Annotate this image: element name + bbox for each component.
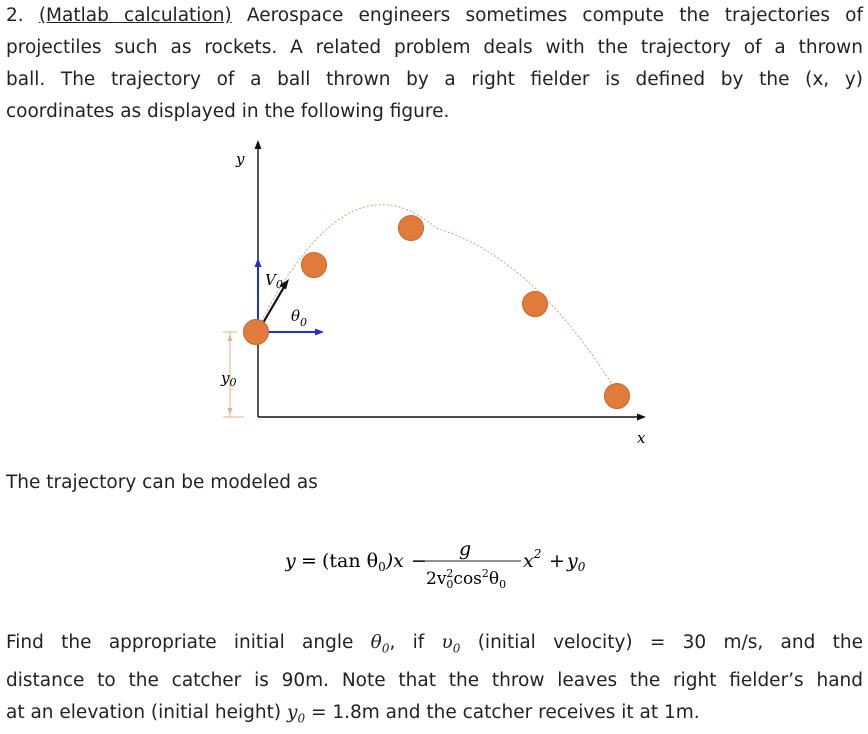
problem-number: 2. [6, 5, 24, 26]
question [6, 627, 863, 734]
intro-line-2: projectiles such as rockets. A related problem deals with the trajectory of a thrown [6, 37, 863, 58]
intro-line-1 [6, 0, 863, 32]
eq-minus: − [411, 550, 427, 572]
intro-line-4: coordinates as displayed in the following figure. [6, 101, 450, 122]
y0-symbol: $y_0$ [286, 701, 306, 726]
angle-label: $\theta_0$ [291, 307, 308, 329]
eq-x-squared: $x^2$ [523, 547, 542, 572]
trajectory-path [256, 205, 619, 396]
problem-intro [6, 0, 863, 128]
eq-y0: $y_0$ [567, 550, 586, 574]
v0-symbol: $\upsilon_0$ [441, 632, 461, 656]
intro-line-3: ball. The trajectory of a ball thrown by a right fielder is defined by the (x, y) [6, 69, 863, 90]
ball-falling [523, 292, 548, 317]
trajectory-equation [285, 533, 605, 593]
eq-equals: = [301, 550, 317, 572]
height-label: $y_0$ [221, 369, 237, 389]
eq-tan-term: (tan $\theta_0)x$ [322, 550, 404, 574]
y-axis-arrow [255, 140, 262, 149]
eq-numerator: g [459, 538, 472, 560]
x-axis-label: x [637, 429, 646, 447]
trajectory-figure [200, 140, 670, 455]
velocity-label: $V_0$ [265, 271, 283, 291]
intro-text-1: Aerospace engineers sometimes compute the trajectories of [246, 5, 863, 26]
eq-lhs: y [285, 550, 296, 572]
x-axis-arrow [637, 414, 646, 421]
eq-plus: + [549, 550, 565, 572]
question-line-2: distance to the catcher is 90m. Note that the throw leaves the right fielder’s hand [6, 669, 863, 691]
eq-denominator: $2v^2$ $0\cos^2\theta_0$ [426, 567, 507, 591]
velocity-vector [263, 287, 284, 323]
ball-end [605, 384, 630, 409]
ball-rising [302, 253, 327, 278]
ball-peak [399, 216, 424, 241]
model-text: The trajectory can be modeled as [6, 472, 318, 493]
theta-symbol: $\theta_0$ [370, 632, 390, 656]
problem-tag: (Matlab calculation) [38, 5, 232, 26]
question-line-1: Find the appropriate initial angle $\theta_0$, if $\upsilon_0$ (initial velocity) = 30 m/s, and the [6, 632, 863, 656]
question-line-3: at an elevation (initial height) $y_0 = 1.8m$ and the catcher receives it at 1m. [6, 701, 700, 726]
ball-start [244, 320, 269, 345]
y-axis-label: y [236, 150, 245, 168]
